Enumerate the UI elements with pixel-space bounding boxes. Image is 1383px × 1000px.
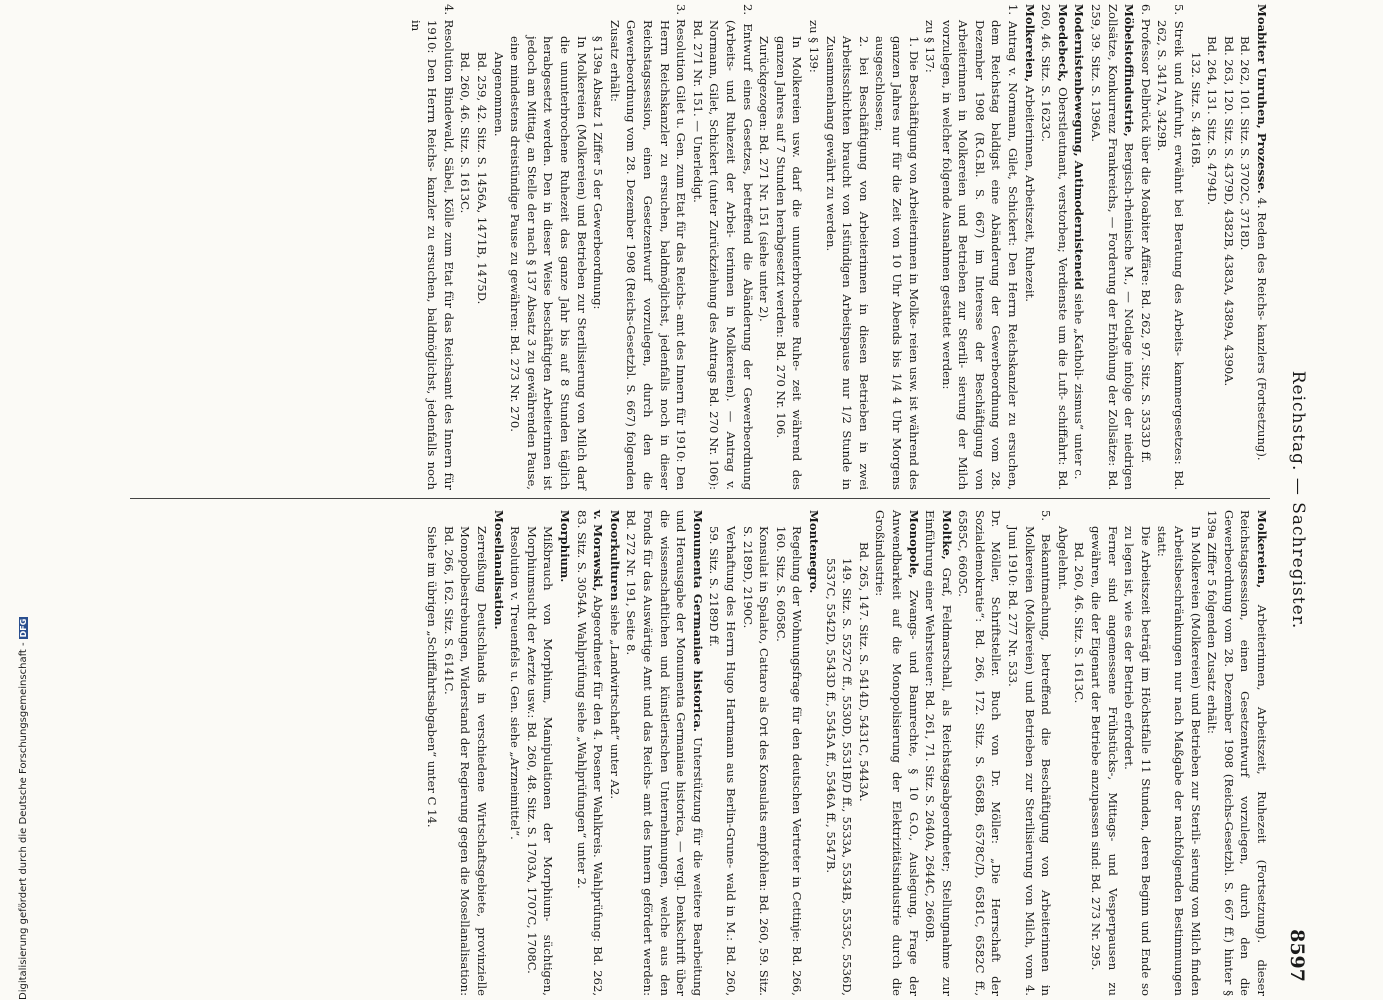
entry-text: zu § 139: <box>806 20 821 73</box>
entry-text: Konsulat in Spalato, Cattaro als Ort des Konsulats empfohlen: Bd. 260, 59. Sitz. S. 2189D, 2190C. <box>740 526 772 996</box>
page-header <box>1278 0 1308 1000</box>
index-entry <box>1071 4 1088 490</box>
right-column <box>424 510 1270 996</box>
index-entry <box>922 510 955 996</box>
entry-keyword: Mosellanalisation. <box>491 510 506 630</box>
index-entry <box>457 4 474 490</box>
entry-text: Mißbrauch von Morphium, Manipulationen der Morphium- süchtigen, Morphiumsucht der Aerzte usw.: Bd. 260, 48. Sitz. S. 1703A, 1707C, 1708C. <box>524 526 556 996</box>
entry-text: 5. Bekanntmachung, betreffend die Beschäftigung von Arbeiterinnen in Molkereien (Molkereien) und Betrieben zur Sterilisierung von Milch, vom 4. Juni 1910: Bd. 277 Nr. 533. <box>1006 510 1054 996</box>
entry-text: Abgelehnt. <box>1055 526 1070 590</box>
index-entry <box>573 510 606 996</box>
credit-text: Digitalisierung gefördert durch die Deutsche Forschungsgemeinschaft - <box>18 642 29 1000</box>
index-entry <box>1154 510 1204 996</box>
index-entry <box>1005 510 1055 996</box>
entry-text: Abgeordneter für den 4. Posener Wahlkreis. Wahlprüfung: Bd. 262, 83. Sitz. S. 3054A. Wahlprüfung siehe „Wahlprüfungen“ unter 2. <box>574 510 606 997</box>
entry-text: 2. Entwurf eines Gesetzes, betreffend die Abänderung der Gewerbeordnung (Arbeits- und Ruhezeit der Arbei- terinnen in Molkereien). — Antrag v. Normann, Gilet, Schickert (unter Zurückziehung des Antrags Bd. 270 Nr. 106): Bd. 271 Nr. 151. — Unerledigt. <box>690 4 755 490</box>
index-entry <box>1087 4 1137 490</box>
entry-text: Bd. 259, 42. Sitz. S. 1456A, 1471B, 1475D. <box>475 52 490 305</box>
index-entry <box>606 510 623 996</box>
entry-text: Oberstleutnant, verstorben; Verdienste um die Luft- schiffahrt: Bd. 260, 46. Sitz. S. 1623C. <box>1039 4 1070 490</box>
index-entry <box>606 4 689 490</box>
entry-text: 132. Sitz. S. 4816B. <box>1188 52 1203 168</box>
entry-text: Angenommen. <box>491 52 506 137</box>
index-entry <box>556 510 573 996</box>
entry-text: Resolution v. Treuenfels u. Gen. siehe „Arzneimittel“. <box>508 526 523 840</box>
entry-keyword: Morphium. <box>558 510 573 583</box>
index-entry <box>922 4 939 490</box>
entry-text: Die Arbeitszeit beträgt im Höchstfalle 11 Stunden, deren Beginn und Ende so zu legen ist, wie es der Betrieb erfordert. <box>1122 526 1153 996</box>
index-entry <box>1154 4 1187 490</box>
running-title: Reichstag. — Sachregister. <box>1288 370 1308 630</box>
index-entry <box>1054 510 1071 996</box>
entry-text: 5. Streik und Aufruhr, erwähnt bei Beratung des Arbeits- kammergesetzes: Bd. 262, S. 3417A, 3429B. <box>1155 4 1187 490</box>
entry-keyword: Moltke, <box>939 510 954 560</box>
index-entry <box>938 4 1021 490</box>
entry-text: Bd. 265, 147. Sitz. S. 5414D, 5431C, 5443A. <box>856 542 871 802</box>
index-entry <box>440 510 490 996</box>
entry-keyword: Molkereien, <box>1022 4 1037 83</box>
index-entry <box>1220 4 1237 490</box>
left-column <box>407 4 1270 490</box>
entry-text: 1. Antrag v. Normann, Gilet, Schickert: Den Herrn Reichskanzler zu ersuchen, dem Reichstag baldigst eine Abänderung der Gewerbeordnung vom 28. Dezember 1908 (R.G.Bl. S. 667) im Interesse der Beschäftigung von Arbeiterinnen in Molkereien und Betrieben zur Sterili- sierung der Milch vorzulegen, in welcher folgende Ausnahmen gestattet werden: <box>939 4 1021 490</box>
entry-text: 149. Sitz. S. 5527C ff., 5530D, 5531B/D ff., 5533A, 5534B, 5535C, 5536D, 5537C, 5542D, 5543D ff., 5545A ff., 5546A ff., 5547B. <box>823 558 855 996</box>
index-entry <box>1021 4 1038 490</box>
entry-text: siehe „Landwirtschaft“ unter A2. <box>607 600 622 800</box>
entry-text: 1. Die Beschäftigung von Arbeiterinnen in Molke- reien usw. ist während des ganzen Jahres nur für die Zeit von 10 Uhr Abends bis 1/4 4 Uhr Morgens ausgeschlossen; <box>873 36 921 490</box>
index-entry <box>822 4 872 490</box>
entry-keyword: Molkereien, <box>1255 510 1269 589</box>
index-entry <box>1204 4 1221 490</box>
entry-keyword: Moorkulturen <box>607 510 622 601</box>
index-entry <box>1137 4 1154 490</box>
index-entry <box>474 4 491 490</box>
entry-keyword: Montenegro. <box>806 510 821 594</box>
entry-text: Zwangs- und Bannrechte, § 10 G.O., Auslegung, Frage der Anwendbarkeit auf die Monopolisierung der Elektrizitätsindustrie durch die Großindustrie: <box>873 510 921 996</box>
entry-text: Siehe im übrigen „Schiffahrtsabgaben“ unter C 14. <box>425 526 440 828</box>
entry-keyword: Modernistenbewegung, Antimodernisteneid <box>1072 4 1087 290</box>
index-entry <box>756 4 773 490</box>
index-entry <box>623 510 706 996</box>
index-entry <box>1237 4 1254 490</box>
index-entry <box>805 4 822 490</box>
entry-text: Bd. 264, 131. Sitz. S. 4794D. <box>1205 36 1220 206</box>
entry-text: Bd. 260, 46. Sitz. S. 1613C. <box>1072 542 1087 704</box>
entry-keyword: Monumenta Germaniae historica. <box>690 510 705 732</box>
entry-text: Bd. 262, 101. Sitz. S. 3702C, 3718D. <box>1238 36 1253 251</box>
index-entry <box>739 510 772 996</box>
index-entry <box>424 510 441 996</box>
entry-text: Zerreißung Deutschlands in verschiedene Wirtschaftsgebiete, provinzielle Monopolbestrebungen, Widerstand der Regierung gegen die Mosellanalisation: Bd. 266, 162. Sitz. S. 6141C. <box>441 526 490 996</box>
index-entry <box>955 510 1005 996</box>
entry-keyword: Monopole, <box>906 510 921 579</box>
index-entry <box>1253 4 1270 490</box>
entry-text: Unterstützung für die weitere Bearbeitung und Herausgabe der Monumenta Germaniae historica, — vergl. Denkschrift über die wissenschaftlichen und künstlerischen Unternehmungen, welche aus den Fonds für das Auswärtige Amt und das Reichs- amt des Innern gefördert werden: Bd. 272 Nr. 191, Seite 8. <box>624 510 705 996</box>
index-entry <box>872 510 922 996</box>
entry-text: In Molkereien usw. darf die ununterbrochene Ruhe- zeit während des ganzen Jahres auf 7 Stunden herabgesetzt werden: Bd. 270 Nr. 106. <box>773 36 805 490</box>
entry-text: Bd. 263, 120. Sitz. S. 4379D, 4382B, 4383A, 4389A, 4390A. <box>1221 36 1236 387</box>
digitization-credit <box>0 0 29 1000</box>
entry-text: Regelung der Wohnungsfrage für den deutschen Vertreter in Cettinje: Bd. 266, 160. Sitz. S. 6058C. <box>773 526 805 996</box>
index-entry <box>507 4 590 490</box>
entry-text: 6. Professor Delbrück über die Moabiter Affäre: Bd. 262, 97. Sitz. S. 3533D ff. <box>1138 4 1153 464</box>
entry-text: Bd. 260, 46. Sitz. S. 1613C. <box>458 52 473 214</box>
index-entry <box>490 510 507 996</box>
index-entry <box>772 4 805 490</box>
index-entry <box>1204 510 1270 996</box>
entry-text: 4. Reden des Reichs- kanzlers (Fortsetzung). <box>1255 193 1269 461</box>
index-entry <box>1121 510 1154 996</box>
entry-keyword: Moedebeck, <box>1055 4 1070 83</box>
entry-text: In Molkereien (Molkereien) und Betrieben zur Sterilisierung von Milch darf die ununterbrochene Ruhezeit das ganze Jahr bis auf 8 Stunden täglich herabgesetzt werden. Den in dieser Weise beschäftigten Arbeiterinnen ist jedoch am Mittag, an Stelle der nach § 137 Absatz 3 zu gewährenden Pause, eine mindestens dreistündige Pause zu gewähren: Bd. 273 Nr. 270. <box>508 36 589 490</box>
entry-text: In Molkereien (Molkereien) und Betrieben zur Sterili- sierung von Milch finden Arbeitsbeschränkungen nur nach Maßgabe der nachfolgenden Bestimmungen statt: <box>1155 526 1203 996</box>
index-entry <box>689 4 755 490</box>
index-entry <box>1038 4 1071 490</box>
index-entry <box>523 510 556 996</box>
index-entry <box>822 510 855 996</box>
dfg-logo-icon: DFG <box>19 618 28 638</box>
entry-text: siehe „Katholi- zismus“ unter c. <box>1072 289 1087 480</box>
entry-text: § 139a Absatz 1 Ziffer 5 der Gewerbeordnung: <box>591 36 606 310</box>
page-number: 8597 <box>1286 929 1308 982</box>
entry-text: Dr. Möller, Schriftsteller. Buch von Dr. Möller: „Die Herrschaft der Sozialdemokratie“: Bd. 266, 172. Sitz. S. 6568B, 6578C/D, 6581C, 6582C ff., 6585C, 6605C. <box>956 510 1004 996</box>
index-entry <box>772 510 805 996</box>
entry-text: 2. bei Beschäftigung von Arbeiterinnen in diesen Betrieben in zwei Arbeitsschichten braucht von 1stündigen Arbeitspause nur 1/2 Stunde in Zusammenhang gewährt zu werden. <box>823 36 871 490</box>
entry-text: 4. Resolution Bindewald, Säbel, Kölle zum Etat für das Reichsamt des Innern für 1910: Den Herrn Reichs- kanzler zu ersuchen, baldmöglichst, jedenfalls noch in <box>408 4 456 490</box>
entry-text: 3. Resolution Gilet u. Gen. zum Etat für das Reichs- amt des Innern für 1910: Den Herrn Reichskanzler zu ersuchen, baldmöglichst, jedenfalls noch in dieser Reichstagssession, einen Gesetzentwurf vorzulegen, durch den die Gewerbeordnung vom 28. Dezember 1908 (Reichs-Gesetzbl. S. 667) folgenden Zusatz erhält: <box>607 4 689 490</box>
entry-text: zu § 137: <box>923 20 938 73</box>
entry-text: Ferner sind angemessene Frühstücks-, Mittags- und Vesperpausen zu gewähren, die der Eigenart der Betriebe anzupassen sind: Bd. 273 Nr. 295. <box>1089 526 1120 996</box>
index-entry <box>855 510 872 996</box>
entry-text: Arbeiterinnen, Arbeitszeit, Ruhezeit (Fortsetzung). dieser Reichstagssession, einen Gesetzentwurf vorzulegen, durch den die Gewerbeordnung vom 28. Dezember 1908 (Reichs-Gesetzbl. S. 667 ff.) hinter § 139a Ziffer 5 folgenden Zusatz erhält: <box>1205 510 1269 996</box>
index-entry <box>1087 510 1120 996</box>
index-entry <box>490 4 507 490</box>
index-entry <box>872 4 922 490</box>
index-entry <box>1071 510 1088 996</box>
index-entry <box>706 510 739 996</box>
index-entry <box>1187 4 1204 490</box>
entry-text: Graf, Feldmarschall, als Reichstagsabgeordneter; Stellungnahme zur Einführung einer Wehrsteuer: Bd. 261, 71. Sitz. S. 2640A, 2644C, 2660B. <box>923 510 954 996</box>
entry-keyword: Möbelstoffindustrie, <box>1122 4 1137 137</box>
index-entry <box>407 4 457 490</box>
rotated-page <box>92 0 1318 1000</box>
entry-text: Zurückgezogen: Bd. 271 Nr. 151 (siehe unter 2). <box>757 36 772 322</box>
index-entry <box>590 4 607 490</box>
entry-text: Arbeiterinnen, Arbeitszeit, Ruhezeit. <box>1022 82 1037 302</box>
index-entry <box>805 510 822 996</box>
entry-text: Verhaftung des Herrn Hugo Hartmann aus Berlin-Grune- wald in M.: Bd. 260, 59. Sitz. S. 2189D ff. <box>707 526 738 996</box>
column-divider <box>130 498 1270 499</box>
entry-keyword: Moabiter Unruhen, Prozesse. <box>1255 4 1269 194</box>
entry-text: Bergisch-rheinische M., — Notlage infolge der niedrigen Zollsätze, Konkurrenz Frankreichs, — Forderung der Erhöhung der Zollsätze: Bd. 259, 39. Sitz. S. 1396A. <box>1089 4 1137 490</box>
index-entry <box>507 510 524 996</box>
entry-keyword: v. Morawski, <box>591 510 606 592</box>
